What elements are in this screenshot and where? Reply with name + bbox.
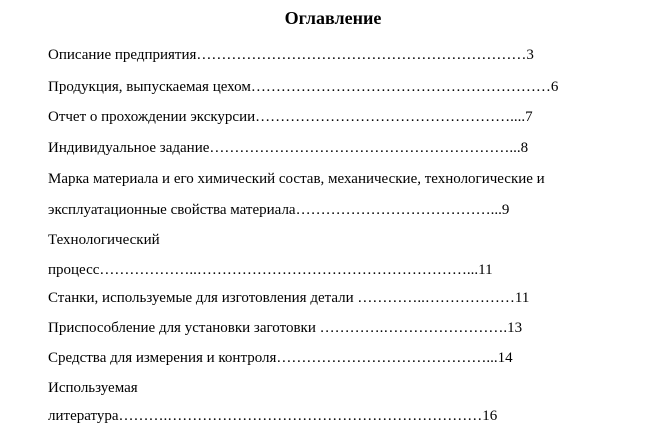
toc-entry-material-grade-line1: Марка материала и его химический состав, механические, технологические и — [48, 171, 545, 187]
toc-entry-individual-task: Индивидуальное задание……………………………………………………...8 — [48, 140, 529, 156]
toc-entry-machines: Станки, используемые для изготовления детали …………..………………11 — [48, 290, 530, 306]
toc-entry-material-grade-line2: эксплуатационные свойства материала…………………………………...9 — [48, 202, 510, 218]
toc-entry-tech-process-line2: процесс………………..………………………………………………...11 — [48, 262, 493, 278]
toc-entry-literature-line2: литература……….………………………………………………………16 — [48, 408, 498, 424]
toc-entry-measurement-tools: Средства для измерения и контроля……………………………………...14 — [48, 350, 513, 366]
toc-entry-company-description: Описание предприятия…………………………………………………………3 — [48, 47, 534, 63]
toc-entry-fixture: Приспособление для установки заготовки ………….…………………….13 — [48, 320, 523, 336]
toc-entry-shop-products: Продукция, выпускаемая цехом……………………………………………………6 — [48, 79, 559, 95]
toc-entry-literature-line1: Используемая — [48, 380, 138, 396]
toc-title: Оглавление — [284, 8, 382, 28]
toc-entry-excursion-report: Отчет о прохождении экскурсии……………………………………………....7 — [48, 109, 533, 125]
toc-entry-tech-process-line1: Технологический — [48, 232, 160, 248]
